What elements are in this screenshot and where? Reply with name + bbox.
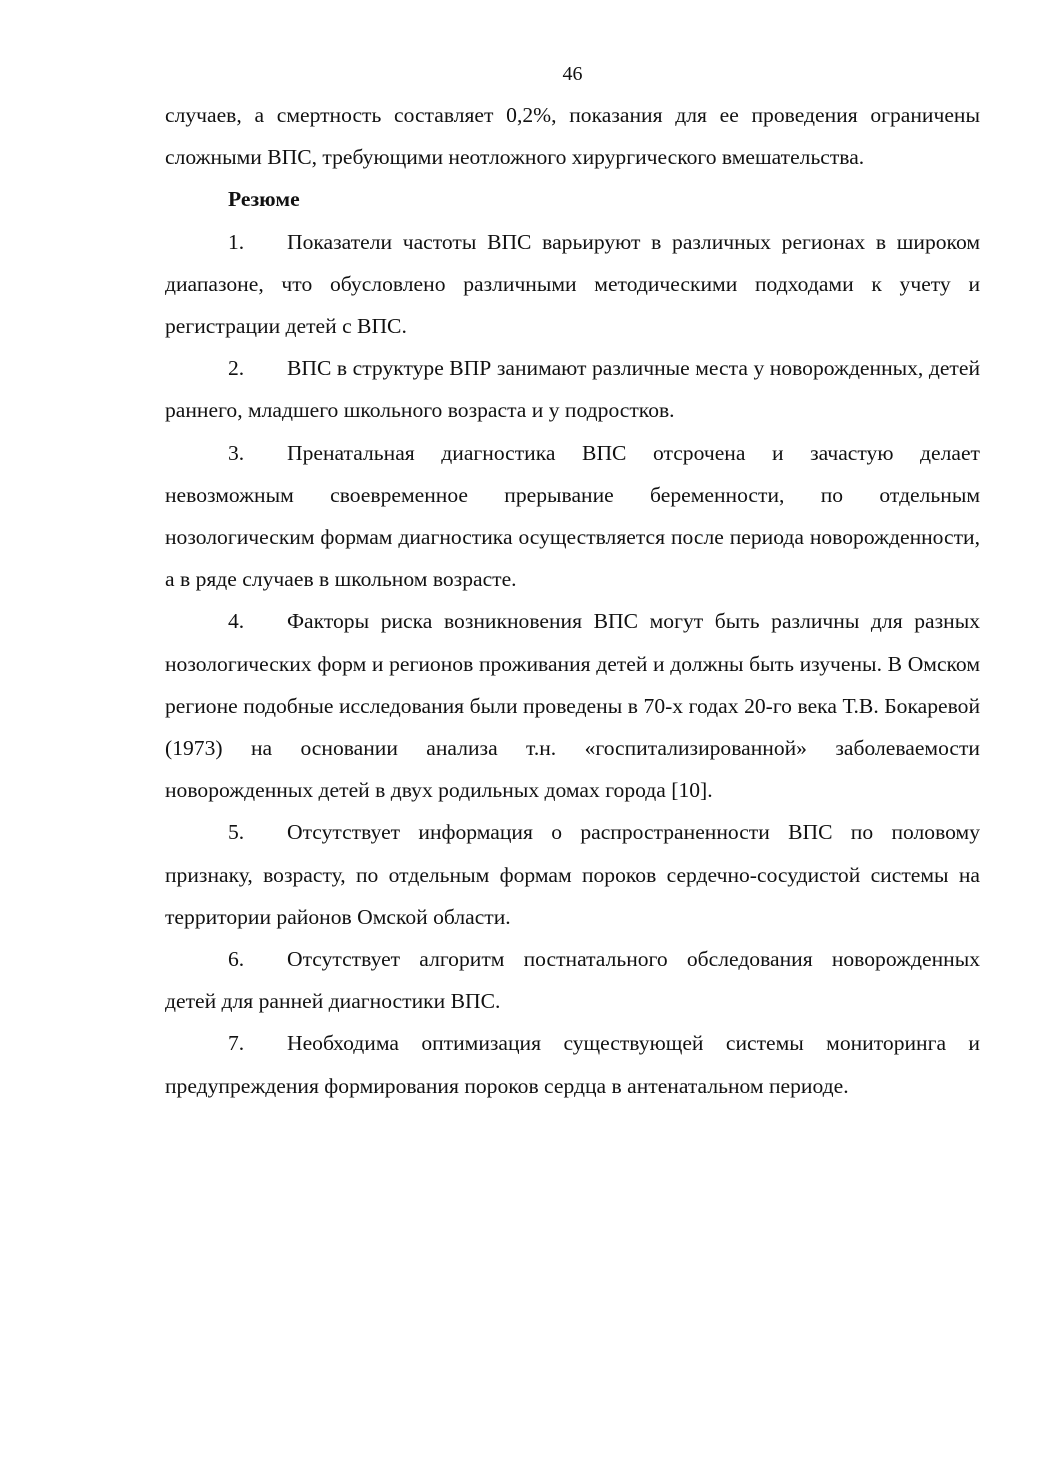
summary-list	[165, 221, 980, 1107]
summary-item-text: Показатели частоты ВПС варьируют в различных регионах в широком диапазоне, что обусловлено различными методическими подходами к учету и регистрации детей с ВПС.	[165, 229, 980, 339]
page-number: 46	[562, 63, 583, 85]
summary-item-text: Необходима оптимизация существующей системы мониторинга и предупреждения формирования пороков сердца в антенатальном периоде.	[165, 1031, 980, 1098]
summary-item-number: 5.	[228, 820, 245, 845]
summary-item-text: Пренатальная диагностика ВПС отсрочена и зачастую делает невозможным своевременное прерывание беременности, по отдельным нозологическим формам диагностика осуществляется после периода новорожденности, а в ряде случаев в школьном возрасте.	[165, 440, 980, 592]
summary-item-number: 2.	[228, 356, 245, 381]
summary-item-number: 7.	[228, 1031, 245, 1056]
summary-item-number: 4.	[228, 609, 245, 634]
summary-item-number: 3.	[228, 440, 245, 465]
summary-item-number: 6.	[228, 947, 245, 972]
summary-item-text: Отсутствует информация о распространенности ВПС по половому признаку, возрасту, по отдельным формам пороков сердечно-сосудистой системы на территории районов Омской области.	[165, 820, 980, 929]
summary-item-text: Отсутствует алгоритм постнатального обследования новорожденных детей для ранней диагностики ВПС.	[165, 947, 980, 1014]
summary-heading: Резюме	[228, 187, 300, 212]
summary-item-text: ВПС в структуре ВПР занимают различные места у новорожденных, детей раннего, младшего школьного возраста и у подростков.	[165, 356, 980, 423]
summary-item-7	[165, 1022, 980, 1106]
summary-item-number: 1.	[228, 229, 245, 254]
summary-item-1	[165, 221, 980, 348]
summary-item-text: Факторы риска возникновения ВПС могут быть различны для разных нозологических форм и регионов проживания детей и должны быть изучены. В Омском регионе подобные исследования были проведены в 70-х годах 20-го века Т.В. Бокаревой (1973) на основании анализа т.н. «госпитализированной» заболеваемости новорожденных детей в двух родильных домах города [10].	[165, 609, 980, 803]
summary-item-3	[165, 432, 980, 601]
summary-item-6	[165, 938, 980, 1022]
intro-paragraph: случаев, а смертность составляет 0,2%, показания для ее проведения ограничены сложными ВПС, требующими неотложного хирургического вмешательства.	[165, 103, 980, 170]
summary-item-2	[165, 347, 980, 431]
summary-item-4	[165, 600, 980, 811]
page-content	[165, 94, 980, 1107]
summary-item-5	[165, 811, 980, 938]
